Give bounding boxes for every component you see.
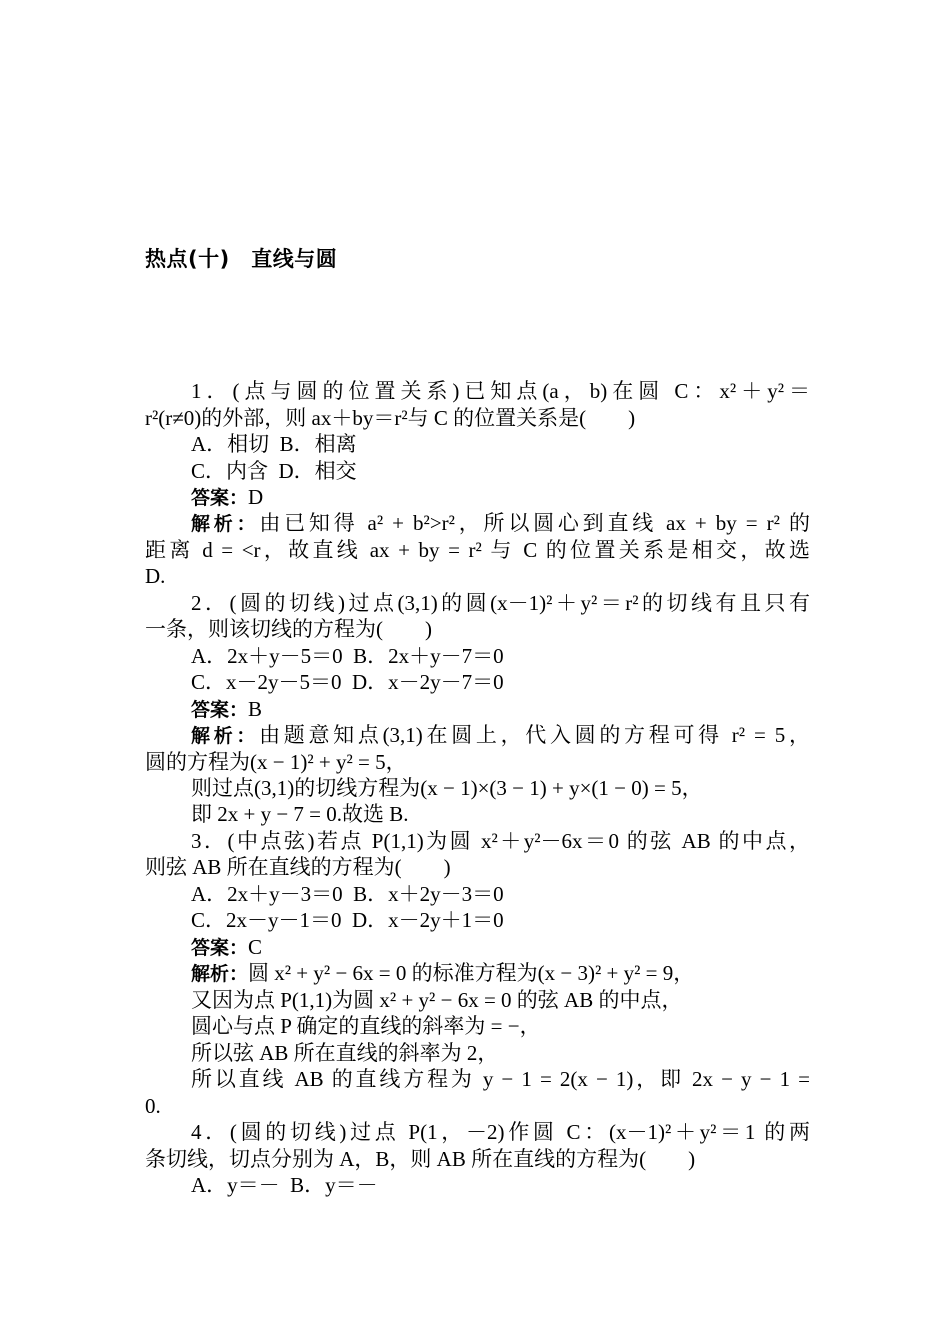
q2-analysis-line-3: 则过点(3,1)的切线方程为(x − 1)×(3 − 1) + y×(1 − 0) = 5， (191, 776, 703, 800)
q1-answer: D (248, 485, 264, 509)
q1-stem-line-1: 1．(点与圆的位置关系)已知点(a，b)在圆 C：x²＋y²＝ (191, 379, 810, 403)
q3-analysis-line-4: 所以弦 AB 所在直线的斜率为 2， (191, 1041, 499, 1065)
q3-stem-line-1: 3．(中点弦)若点 P(1,1)为圆 x²＋y²－6x＝0 的弦 AB 的中点， (191, 829, 810, 853)
q3-analysis-line-5: 所以直线 AB 的直线方程为 y − 1 = 2(x − 1)，即 2x − y − 1 = (191, 1067, 810, 1091)
q3-options-ab: A．2x＋y－3＝0 B．x＋2y－3＝0 (191, 882, 504, 906)
q3-analysis-line-3: 圆心与点 P 确定的直线的斜率为 = −， (191, 1014, 541, 1038)
q2-stem-line-1: 2．(圆的切线)过点(3,1)的圆(x－1)²＋y²＝r²的切线有且只有 (191, 591, 810, 615)
q2-answer-line (191, 696, 810, 722)
q2-options-ab: A．2x＋y－5＝0 B．2x＋y－7＝0 (191, 644, 504, 668)
q1-options-cd: C．内含 D．相交 (191, 459, 357, 483)
page-title: 热点(十) 直线与圆 (145, 247, 338, 271)
answer-label: 答案： (191, 699, 249, 721)
q3-analysis-line-2: 又因为点 P(1,1)为圆 x² + y² − 6x = 0 的弦 AB 的中点， (191, 988, 683, 1012)
analysis-label: 解析： (191, 513, 260, 535)
q3-analysis-line-6: 0. (145, 1094, 161, 1118)
q4-options-ab: A．y＝－ B．y＝－ (191, 1173, 378, 1197)
q1-analysis-1: 由已知得 a² + b²>r²，所以圆心到直线 ax + by = r² 的 (259, 511, 810, 535)
q4-stem-line-1: 4．(圆的切线)过点 P(1，－2)作圆 C：(x－1)²＋y²＝1 的两 (191, 1120, 810, 1144)
q2-analysis-line-2: 圆的方程为(x − 1)² + y² = 5， (145, 750, 407, 774)
q4-stem-line-2: 条切线，切点分别为 A，B，则 AB 所在直线的方程为( ) (145, 1147, 696, 1171)
q1-answer-line (191, 484, 810, 510)
q1-stem-line-2: r²(r≠0)的外部，则 ax＋by＝r²与 C 的位置关系是( ) (145, 406, 636, 430)
q2-analysis-line-1 (191, 722, 810, 748)
q1-options-ab: A．相切 B．相离 (191, 432, 357, 456)
q2-analysis-1: 由题意知点(3,1)在圆上，代入圆的方程可得 r² = 5， (259, 723, 810, 747)
q3-analysis-line-1 (191, 960, 810, 986)
q1-analysis-line-1 (191, 510, 810, 536)
q1-analysis-line-2: 距离 d = <r，故直线 ax + by = r² 与 C 的位置关系是相交，故选 (145, 538, 810, 562)
q3-answer-line (191, 934, 810, 960)
analysis-label: 解析： (191, 725, 260, 747)
q3-options-cd: C．2x－y－1＝0 D．x－2y＋1＝0 (191, 908, 504, 932)
q1-analysis-line-3: D. (145, 564, 166, 588)
answer-label: 答案： (191, 937, 249, 959)
q2-options-cd: C．x－2y－5＝0 D．x－2y－7＝0 (191, 670, 504, 694)
answer-label: 答案： (191, 487, 249, 509)
q3-analysis-1: 圆 x² + y² − 6x = 0 的标准方程为(x − 3)² + y² = 9， (248, 961, 695, 985)
q2-analysis-line-4: 即 2x + y − 7 = 0.故选 B. (191, 802, 409, 826)
q3-answer: C (248, 935, 263, 959)
analysis-label: 解析： (191, 963, 249, 985)
q2-stem-line-2: 一条，则该切线的方程为( ) (145, 617, 432, 641)
q2-answer: B (248, 697, 263, 721)
q3-stem-line-2: 则弦 AB 所在直线的方程为( ) (145, 855, 451, 879)
